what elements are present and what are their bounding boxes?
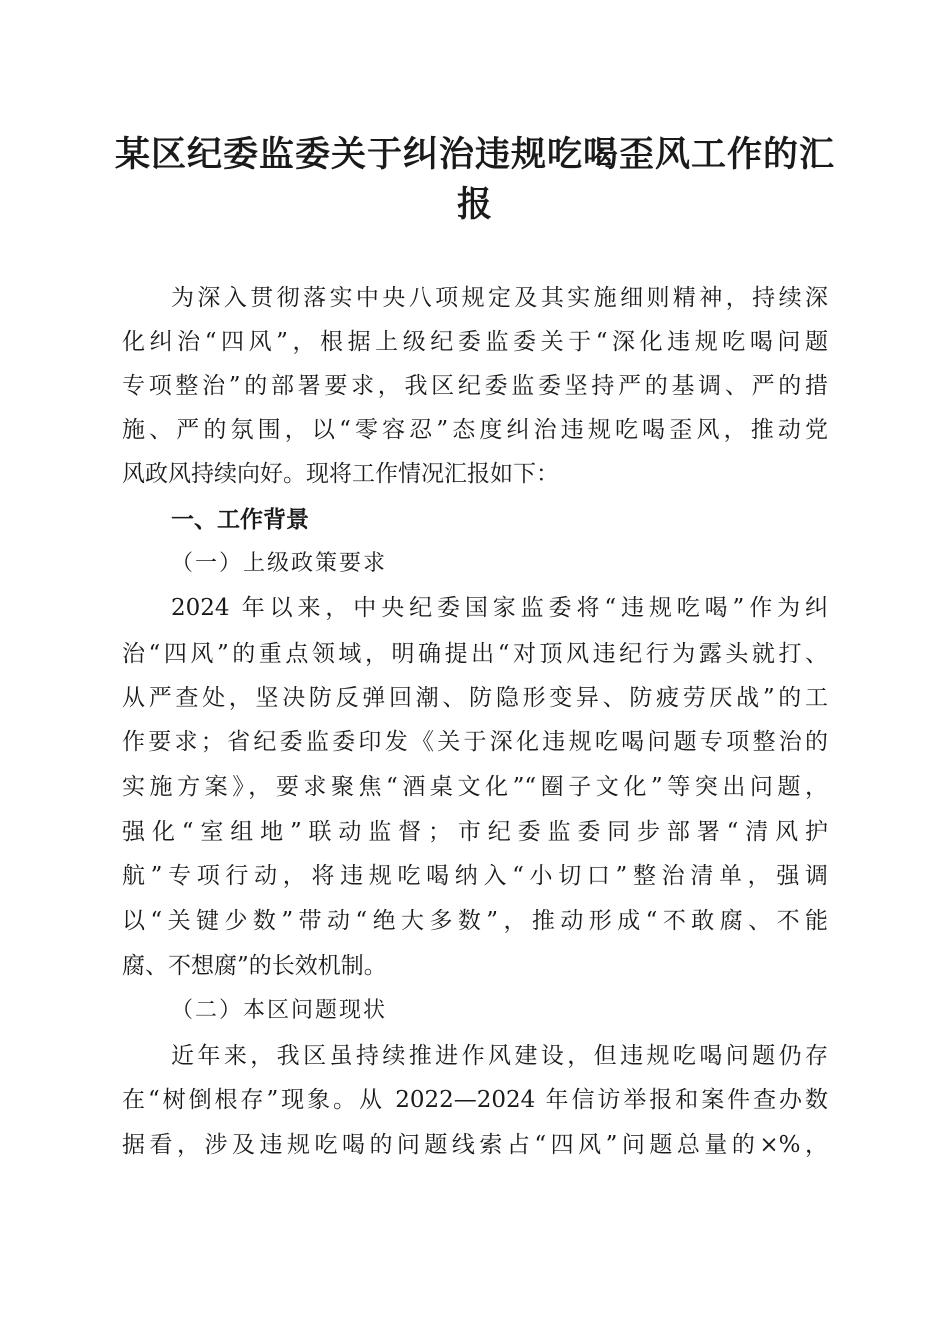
- subsection-heading: （二）本区问题现状: [171, 998, 388, 1023]
- body-line: 强化“室组地”联动监督；市纪委监委同步部署“清风护: [122, 819, 828, 845]
- document-title: [110, 130, 840, 230]
- intro-line: 施、严的氛围，以“零容忍”态度纠治违规吃喝歪风，推动党: [122, 417, 828, 443]
- body-line: 据看，涉及违规吃喝的问题线索占“四风”问题总量的×%，: [122, 1132, 828, 1158]
- body-line: 航”专项行动，将违规吃喝纳入“小切口”整治清单，强调: [122, 863, 828, 889]
- section-heading: 一、工作背景: [171, 507, 309, 533]
- title-line-2: 报: [456, 184, 493, 225]
- body-line: 近年来，我区虽持续推进作风建设，但违规吃喝问题仍存: [171, 1043, 828, 1069]
- title-line-1: 某区纪委监委关于纠治违规吃喝歪风工作的汇: [114, 134, 835, 175]
- intro-line: 化纠治“四风”，根据上级纪委监委关于“深化违规吃喝问题: [122, 329, 828, 355]
- body-line: 以“关键少数”带动“绝大多数”，推动形成“不敢腐、不能: [122, 908, 828, 934]
- body-line: 腐、不想腐”的长效机制。: [122, 953, 387, 979]
- body-line: 实施方案》，要求聚焦“酒桌文化”“圈子文化”等突出问题，: [122, 774, 828, 800]
- intro-line: 专项整治”的部署要求，我区纪委监委坚持严的基调、严的措: [122, 373, 828, 399]
- body-line: 治“四风”的重点领域，明确提出“对顶风违纪行为露头就打、: [122, 641, 828, 667]
- body-line: 在“树倒根存”现象。从 2022—2024 年信访举报和案件查办数: [122, 1087, 828, 1113]
- body-line: 2024 年以来，中央纪委国家监委将“违规吃喝”作为纠: [171, 595, 828, 621]
- body-line: 从严查处，坚决防反弹回潮、防隐形变异、防疲劳厌战”的工: [122, 685, 828, 711]
- subsection-heading: （一）上级政策要求: [171, 551, 388, 576]
- body-line: 作要求；省纪委监委印发《关于深化违规吃喝问题专项整治的: [122, 729, 828, 755]
- intro-line: 风政风持续向好。现将工作情况汇报如下：: [122, 461, 559, 487]
- intro-line: 为深入贯彻落实中央八项规定及其实施细则精神，持续深: [171, 285, 828, 311]
